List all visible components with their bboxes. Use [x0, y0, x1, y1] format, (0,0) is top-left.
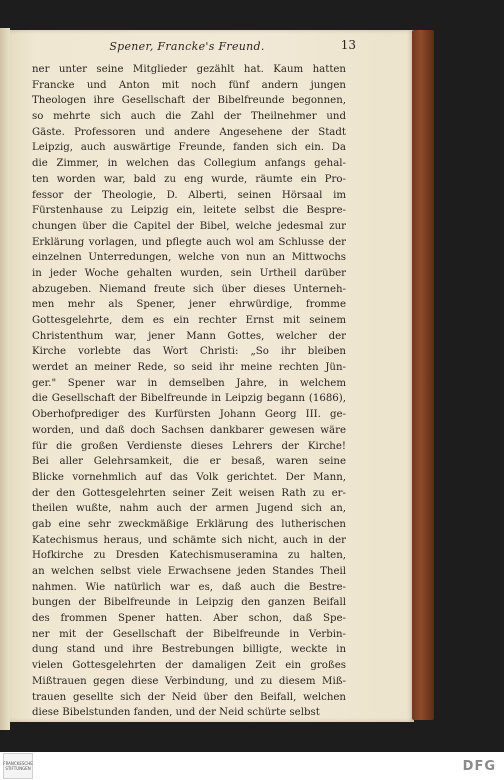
viewer-footer: [0, 752, 504, 780]
text-line: Gottesgelehrte, dem es ein rechter Ernst mit seinem: [32, 315, 346, 326]
text-line: gab eine sehr zweckmäßige Erklärung des lutherischen: [32, 518, 346, 530]
text-line: worden, und daß doch Sachsen dankbarer gewesen wäre: [32, 424, 346, 436]
text-line: theilen wußte, nahm auch der armen Jugend sich an,: [32, 503, 346, 515]
previous-page-edge: [0, 28, 10, 730]
text-line: ner mit der Gesellschaft der Bibelfreunde in Verbin-: [32, 628, 346, 640]
text-line: men mehr als Spener, jener ehrwürdige, fromme: [32, 299, 346, 311]
text-line: Christenthum war, jener Mann Gottes, welcher der: [32, 330, 346, 342]
dfg-logo: DFG: [462, 758, 496, 774]
text-line: in jeder Woche gehalten wurden, sein Urtheil darüber: [32, 267, 346, 279]
text-line: Gäste. Professoren und andere Angesehene der Stadt: [32, 126, 346, 138]
text-line: ner unter seine Mitglieder gezählt hat. Kaum hatten: [32, 64, 346, 75]
text-line: chungen über die Capitel der Bibel, welche jedesmal zur: [32, 220, 346, 232]
text-line: Hofkirche zu Dresden Katechismuseramina zu halten,: [32, 550, 346, 562]
text-line: Katechismus heraus, und schämte sich nicht, auch in der: [32, 534, 346, 546]
text-line: Leipzig, auch auswärtige Freunde, fanden sich ein. Da: [32, 142, 346, 154]
text-line: Kirche vorlebte das Wort Christi: „So ihr bleiben: [32, 346, 346, 358]
text-line: die Gesellschaft der Bibelfreunde in Leipzig begann (1686),: [32, 393, 346, 405]
text-line: so mehrte sich auch die Zahl der Theilnehmer und: [32, 111, 346, 123]
text-line: Oberhofprediger des Kurfürsten Johann Georg III. ge-: [32, 409, 346, 421]
text-line: werdet an meiner Rede, so seid ihr meine rechten Jün-: [32, 362, 346, 374]
text-line: an welchen selbst viele Erwachsene jeden Standes Theil: [32, 566, 346, 577]
page-header: [28, 36, 356, 56]
text-line: ten worden war, bald zu eng wurde, räumte ein Pro-: [32, 173, 346, 185]
text-line: der den Gottesgelehrten seiner Zeit weisen Rath zu er-: [32, 487, 346, 499]
text-line: des frommen Spener hatten. Aber schon, daß Spe-: [32, 613, 346, 625]
running-head: Spener, Francke's Freund.: [109, 39, 265, 53]
text-line: für die großen Verdienste dieses Lehrers der Kirche!: [32, 440, 346, 452]
text-line: bungen der Bibelfreunde in Leipzig den ganzen Beifall: [32, 597, 346, 609]
text-line: nahmen. Wie natürlich war es, daß auch die Bestre-: [32, 581, 346, 593]
text-line: Blicke vornehmlich auf das Volk gerichtet. Der Mann,: [32, 471, 346, 483]
text-line: Bei aller Gelehrsamkeit, die er besaß, waren seine: [32, 456, 346, 468]
text-line: vielen Gottesgelehrten der damaligen Zeit ein großes: [32, 660, 346, 672]
text-line: Mißtrauen gegen diese Verbindung, und zu diesem Miß-: [32, 675, 346, 687]
page-number: 13: [340, 38, 356, 52]
text-line: fessor der Theologie, D. Alberti, seinen Hörsaal im: [32, 189, 346, 201]
book-cover-edge: [412, 30, 434, 720]
text-line: Theologen ihre Gesellschaft der Bibelfreunde begonnen,: [32, 95, 346, 107]
text-line: abzugeben. Niemand freute sich über dieses Unterneh-: [32, 283, 346, 295]
text-line: trauen gesellte sich der Neid über den Beifall, welchen: [32, 691, 346, 703]
institution-logo: FRANCKESCHE STIFTUNGEN: [3, 753, 33, 779]
text-line: Fürstenhause zu Leipzig ein, leitete selbst die Besprе-: [32, 205, 346, 217]
text-line: die Zimmer, in welchen das Collegium anfangs gehal-: [32, 158, 346, 170]
body-text: [32, 62, 346, 721]
text-line: dung stand und ihre Bestrebungen billigte, weckte in: [32, 644, 346, 656]
text-line: Erklärung vorlagen, und pflegte auch wol am Schlusse der: [32, 236, 346, 248]
text-line: einzelnen Unterredungen, welche von nun an Mittwochs: [32, 252, 346, 264]
text-line: Francke und Anton mit noch fünf andern jungen: [32, 79, 346, 91]
text-line: ger." Spener war in demselben Jahre, in welchem: [32, 377, 346, 389]
text-line: diese Bibelstunden fanden, und der Neid schürte selbst: [32, 707, 320, 719]
